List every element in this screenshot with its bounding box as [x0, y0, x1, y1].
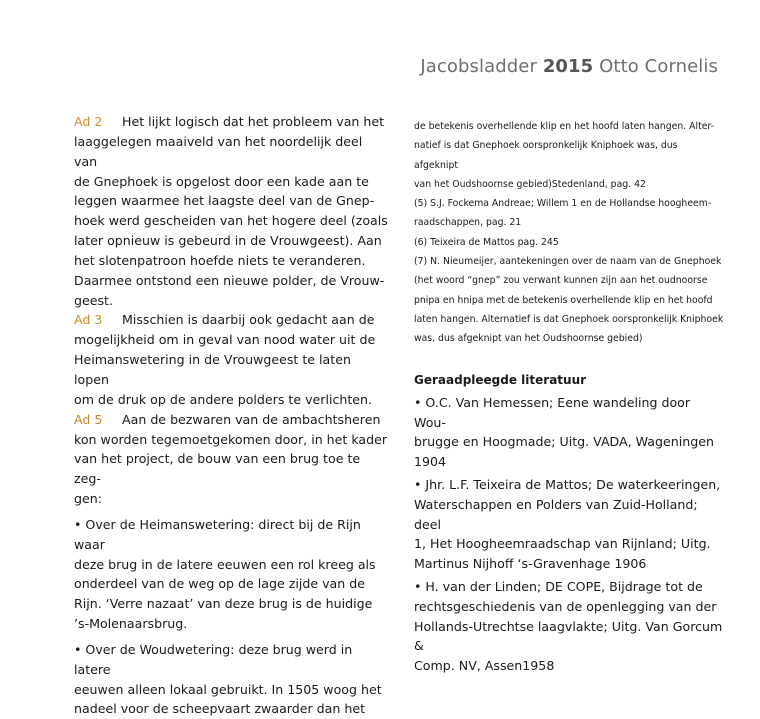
- text-line: eeuwen alleen lokaal gebruikt. In 1505 woog het: [74, 681, 382, 697]
- text-line: de Gnephoek is opgelost door een kade aan te: [74, 173, 369, 189]
- right-column: [414, 117, 724, 673]
- ad3-paragraph: [74, 310, 388, 409]
- text-line: 1, Het Hoogheemraadschap van Rijnland; Uitg.: [414, 536, 711, 552]
- ad2-paragraph: [74, 112, 388, 310]
- footnote-line: (6) Teixeira de Mattos pag. 245: [414, 236, 559, 248]
- text-line: Heimanswetering in de Vrouwgeest te laten lopen: [74, 352, 351, 387]
- bullet-woudwetering: [74, 640, 388, 719]
- footnote-line: was, dus afgeknipt van het Oudshoornse gebied): [414, 333, 643, 345]
- footnote-line: laten hangen. Alternatief is dat Gnephoek oorspronkelijk Kniphoek: [414, 313, 724, 325]
- text-line: ’s-Molenaarsbrug.: [74, 616, 188, 632]
- text-line: het slotenpatroon hoefde niets te veranderen.: [74, 252, 366, 268]
- text-line: • Jhr. L.F. Teixeira de Mattos; De waterkeeringen,: [414, 477, 721, 493]
- text-line: deze brug in de latere eeuwen een rol kreeg als: [74, 556, 376, 572]
- footnote-line: (7) N. Nieumeijer, aantekeningen over de naam van de Gnephoek: [414, 256, 722, 268]
- text-line: 1904: [414, 453, 447, 469]
- text-line: • Over de Woudwetering: deze brug werd in latere: [74, 641, 353, 677]
- literature-list: [414, 393, 724, 679]
- footnote-line: natief is dat Gnephoek oorspronkelijk Kniphoek was, dus afgeknipt: [414, 140, 678, 171]
- text-line: Martinus Nijhoff ‘s-Gravenhage 1906: [414, 555, 647, 571]
- literature-heading: Geraadpleegde literatuur: [414, 373, 587, 387]
- text-line: Hollands-Utrechtse laagvlakte; Uitg. Van Gorcum &: [414, 618, 723, 654]
- text-line: Misschien is daarbij ook gedacht aan de: [122, 312, 375, 328]
- text-line: onderdeel van de weg op de lage zijde van de: [74, 576, 365, 592]
- text-line: Aan de bezwaren van de ambachtsheren: [122, 411, 381, 427]
- bullet-heimanswetering: [74, 515, 388, 634]
- footnote-line: (5) S.J. Fockema Andreae; Willem 1 en de Hollandse hoogheem-: [414, 198, 712, 210]
- literature-item: [414, 475, 724, 573]
- ad3-label: Ad 3: [74, 312, 103, 328]
- ad5-paragraph: [74, 410, 388, 509]
- header-author: Otto Cornelis: [599, 56, 718, 77]
- text-line: later opnieuw is gebeurd in de Vrouwgeest). Aan: [74, 233, 382, 249]
- text-line: gen:: [74, 491, 102, 507]
- header-year: 2015: [542, 56, 594, 77]
- text-line: • Over de Heimanswetering: direct bij de Rijn waar: [74, 516, 361, 552]
- text-line: laaggelegen maaiveld van het noordelijk deel van: [74, 133, 363, 169]
- header-title: Jacobsladder: [420, 56, 537, 77]
- text-line: nadeel voor de scheepvaart zwaarder dan het: [74, 701, 366, 717]
- text-line: Daarmee ontstond een nieuwe polder, de Vrouw-: [74, 272, 385, 288]
- footnote-line: van het Oudshoornse gebied)Stedenland, pag. 42: [414, 178, 646, 190]
- text-line: Het lijkt logisch dat het probleem van het: [122, 114, 385, 129]
- text-line: Waterschappen en Polders van Zuid-Holland; deel: [414, 496, 698, 532]
- text-line: brugge en Hoogmade; Uitg. VADA, Wageningen: [414, 434, 714, 450]
- text-line: kon worden tegemoetgekomen door, in het kader: [74, 431, 388, 447]
- text-line: om de druk op de andere polders te verlichten.: [74, 391, 373, 407]
- footnote-line: raadschappen, pag. 21: [414, 217, 522, 229]
- ad5-label: Ad 5: [74, 411, 103, 427]
- footnotes: [414, 117, 724, 349]
- text-line: leggen waarmee het laagste deel van de Gnep-: [74, 193, 375, 209]
- text-line: • O.C. Van Hemessen; Eene wandeling door Wou-: [414, 395, 691, 430]
- text-line: van het project, de bouw van een brug toe te zeg-: [74, 451, 361, 487]
- text-line: mogelijkheid om in geval van nood water uit de: [74, 332, 376, 348]
- text-line: • H. van der Linden; DE COPE, Bijdrage tot de: [414, 579, 703, 595]
- footnote-line: de betekenis overhellende klip en het hoofd laten hangen. Alter-: [414, 121, 715, 132]
- literature-item: [414, 577, 724, 675]
- footnote-line: pnipa en hnipa met de betekenis overhellende klip en het hoofd: [414, 294, 713, 306]
- text-line: Comp. NV, Assen1958: [414, 657, 555, 673]
- page-header: [420, 56, 718, 77]
- literature-item: [414, 393, 724, 471]
- ad2-label: Ad 2: [74, 114, 103, 129]
- left-column: [74, 112, 388, 719]
- footnote-line: (het woord “gnep” zou verwant kunnen zijn aan het oudnoorse: [414, 275, 708, 287]
- text-line: geest.: [74, 292, 113, 308]
- text-line: Rijn. ‘Verre nazaat’ van deze brug is de huidige: [74, 596, 373, 612]
- text-line: hoek werd gescheiden van het hogere deel (zoals: [74, 213, 388, 229]
- text-line: rechtsgeschiedenis van de openlegging van der: [414, 598, 717, 614]
